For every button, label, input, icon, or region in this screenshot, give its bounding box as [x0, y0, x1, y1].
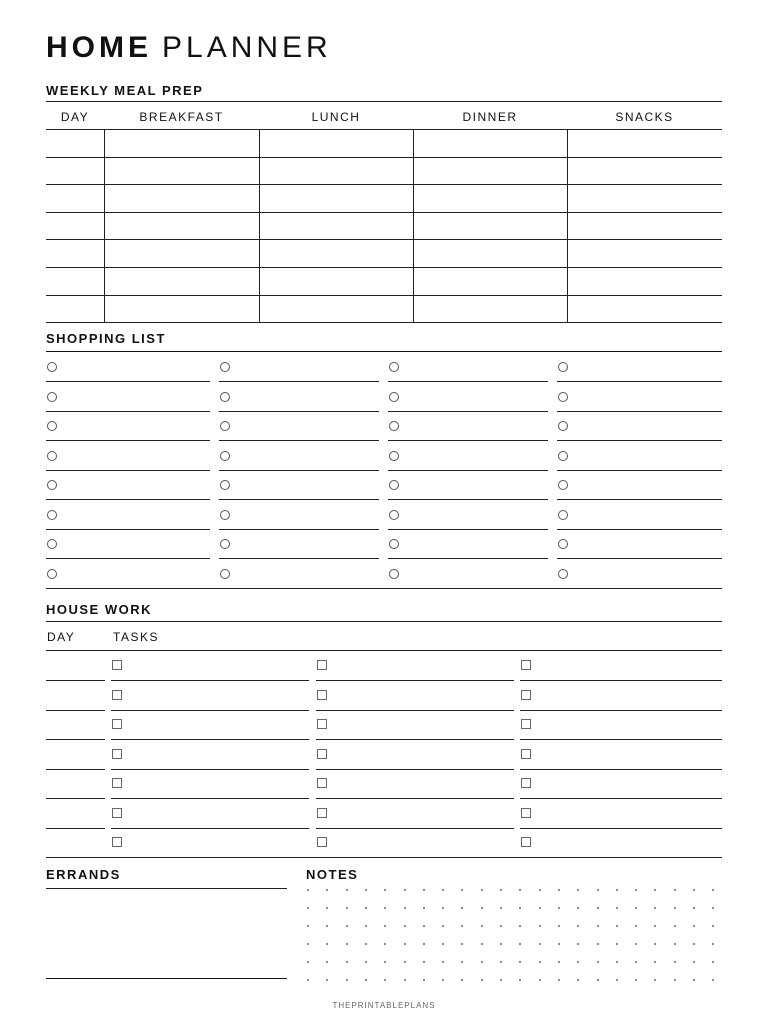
task-line [520, 828, 722, 829]
checkbox-circle-icon[interactable] [389, 362, 399, 372]
meal-cell[interactable] [46, 267, 104, 295]
checkbox-circle-icon[interactable] [389, 392, 399, 402]
shopping-item-line [388, 411, 548, 412]
title-bold: HOME [46, 31, 152, 64]
note-dot [635, 979, 637, 981]
meal-cell[interactable] [104, 212, 259, 240]
checkbox-icon[interactable] [521, 837, 531, 847]
checkbox-circle-icon[interactable] [47, 421, 57, 431]
shopping-item-line [219, 529, 379, 530]
note-dot [442, 889, 444, 891]
note-dot [558, 961, 560, 963]
shopping-item-line [388, 529, 548, 530]
house-work-heading: HOUSE WORK [46, 602, 152, 617]
note-dot [539, 961, 541, 963]
meal-cell[interactable] [46, 295, 104, 323]
note-dot [577, 943, 579, 945]
house-day-cell[interactable] [46, 769, 105, 799]
note-dot [674, 907, 676, 909]
note-dot [461, 889, 463, 891]
checkbox-circle-icon[interactable] [47, 392, 57, 402]
meal-cell[interactable] [104, 129, 259, 157]
meal-cell[interactable] [259, 239, 413, 267]
checkbox-circle-icon[interactable] [220, 569, 230, 579]
note-dot [635, 889, 637, 891]
footer-credit: THEPRINTABLEPLANS [332, 1001, 436, 1010]
shopping-item-line [388, 499, 548, 500]
task-line [520, 739, 722, 740]
note-dot [712, 961, 714, 963]
note-dot [635, 943, 637, 945]
checkbox-icon[interactable] [317, 660, 327, 670]
note-dot [326, 943, 328, 945]
note-dot [654, 961, 656, 963]
note-dot [423, 889, 425, 891]
checkbox-circle-icon[interactable] [220, 362, 230, 372]
checkbox-circle-icon[interactable] [389, 510, 399, 520]
checkbox-icon[interactable] [317, 690, 327, 700]
note-dot [461, 925, 463, 927]
note-dot [307, 961, 309, 963]
checkbox-icon[interactable] [317, 749, 327, 759]
note-dot [404, 979, 406, 981]
meal-cell[interactable] [46, 212, 104, 240]
meal-prep-heading: WEEKLY MEAL PREP [46, 83, 204, 98]
note-dot [481, 889, 483, 891]
shopping-item-line [46, 381, 210, 382]
note-dot [693, 961, 695, 963]
meal-cell[interactable] [104, 184, 259, 212]
shopping-item-line [219, 381, 379, 382]
shopping-item-line [557, 440, 722, 441]
note-dot [539, 979, 541, 981]
task-line [316, 739, 514, 740]
checkbox-icon[interactable] [317, 808, 327, 818]
note-dot [365, 961, 367, 963]
note-dot [326, 907, 328, 909]
note-dot [423, 943, 425, 945]
house-day-cell[interactable] [46, 798, 105, 828]
note-dot [307, 925, 309, 927]
checkbox-circle-icon[interactable] [389, 539, 399, 549]
meal-cell[interactable] [413, 157, 567, 185]
meal-col-breakfast: BREAKFAST [139, 110, 224, 124]
note-dot [442, 979, 444, 981]
meal-cell[interactable] [413, 184, 567, 212]
note-dot [346, 907, 348, 909]
note-dot [616, 925, 618, 927]
shopping-item-line [219, 558, 379, 559]
note-dot [616, 979, 618, 981]
house-day-cell[interactable] [46, 739, 105, 769]
checkbox-circle-icon[interactable] [47, 362, 57, 372]
note-dot [481, 943, 483, 945]
note-dot [712, 943, 714, 945]
shopping-item-line [388, 470, 548, 471]
note-dot [635, 961, 637, 963]
note-dot [539, 907, 541, 909]
checkbox-circle-icon[interactable] [558, 421, 568, 431]
note-dot [519, 889, 521, 891]
house-day-cell[interactable] [46, 651, 105, 681]
note-dot [346, 943, 348, 945]
note-dot [674, 889, 676, 891]
checkbox-icon[interactable] [521, 690, 531, 700]
note-dot [461, 961, 463, 963]
checkbox-icon[interactable] [521, 778, 531, 788]
task-line [111, 798, 309, 799]
shopping-item-line [557, 529, 722, 530]
checkbox-icon[interactable] [317, 778, 327, 788]
shopping-item-line [557, 558, 722, 559]
meal-cell[interactable] [567, 212, 722, 240]
house-header-rule [46, 650, 722, 651]
note-dot [597, 907, 599, 909]
note-dot [693, 925, 695, 927]
checkbox-circle-icon[interactable] [220, 539, 230, 549]
note-dot [442, 925, 444, 927]
note-dot [326, 979, 328, 981]
errands-bottom-rule [46, 978, 287, 979]
meal-cell[interactable] [413, 295, 567, 323]
task-line [316, 769, 514, 770]
checkbox-circle-icon[interactable] [389, 451, 399, 461]
note-dot [423, 925, 425, 927]
checkbox-circle-icon[interactable] [47, 539, 57, 549]
meal-cell[interactable] [413, 212, 567, 240]
note-dot [539, 889, 541, 891]
task-line [111, 828, 309, 829]
checkbox-circle-icon[interactable] [47, 451, 57, 461]
house-day-cell[interactable] [46, 828, 105, 858]
note-dot [404, 907, 406, 909]
checkbox-circle-icon[interactable] [389, 480, 399, 490]
meal-row-rule [46, 322, 722, 323]
note-dot [577, 979, 579, 981]
checkbox-circle-icon[interactable] [558, 392, 568, 402]
note-dot [461, 979, 463, 981]
checkbox-icon[interactable] [112, 719, 122, 729]
note-dot [654, 943, 656, 945]
errands-heading: ERRANDS [46, 867, 121, 882]
note-dot [558, 979, 560, 981]
page-title [46, 30, 332, 66]
meal-col-day: DAY [60, 110, 90, 124]
shopping-item-line [46, 440, 210, 441]
checkbox-circle-icon[interactable] [220, 480, 230, 490]
note-dot [577, 961, 579, 963]
note-dot [500, 925, 502, 927]
house-day-cell[interactable] [46, 710, 105, 740]
note-dot [423, 907, 425, 909]
checkbox-circle-icon[interactable] [389, 421, 399, 431]
shopping-bottom-rule [46, 588, 722, 589]
meal-col-dinner: DINNER [462, 110, 518, 124]
checkbox-circle-icon[interactable] [558, 539, 568, 549]
note-dot [365, 925, 367, 927]
checkbox-circle-icon[interactable] [558, 480, 568, 490]
checkbox-icon[interactable] [112, 690, 122, 700]
checkbox-circle-icon[interactable] [558, 362, 568, 372]
meal-cell[interactable] [104, 239, 259, 267]
checkbox-circle-icon[interactable] [220, 451, 230, 461]
meal-cell[interactable] [567, 267, 722, 295]
shopping-item-line [219, 499, 379, 500]
note-dot [712, 979, 714, 981]
note-dot [654, 979, 656, 981]
note-dot [500, 961, 502, 963]
checkbox-circle-icon[interactable] [389, 569, 399, 579]
meal-cell[interactable] [567, 295, 722, 323]
meal-cell[interactable] [104, 295, 259, 323]
meal-cell[interactable] [567, 239, 722, 267]
checkbox-icon[interactable] [112, 778, 122, 788]
note-dot [597, 925, 599, 927]
meal-cell[interactable] [567, 129, 722, 157]
meal-col-lunch: LUNCH [311, 110, 361, 124]
note-dot [442, 907, 444, 909]
shopping-item-line [388, 381, 548, 382]
shopping-item-line [219, 411, 379, 412]
shopping-item-line [557, 499, 722, 500]
note-dot [712, 889, 714, 891]
note-dot [616, 907, 618, 909]
meal-cell[interactable] [46, 239, 104, 267]
note-dot [404, 925, 406, 927]
checkbox-circle-icon[interactable] [47, 569, 57, 579]
note-dot [365, 889, 367, 891]
meal-cell[interactable] [46, 129, 104, 157]
note-dot [384, 943, 386, 945]
task-line [111, 680, 309, 681]
house-col-day: DAY [47, 630, 76, 644]
note-dot [693, 889, 695, 891]
checkbox-icon[interactable] [521, 660, 531, 670]
note-dot [558, 907, 560, 909]
meal-cell[interactable] [259, 295, 413, 323]
note-dot [442, 961, 444, 963]
task-line [316, 680, 514, 681]
task-line [316, 828, 514, 829]
checkbox-icon[interactable] [521, 719, 531, 729]
note-dot [384, 907, 386, 909]
task-line [520, 798, 722, 799]
meal-prep-top-rule [46, 101, 722, 102]
note-dot [558, 889, 560, 891]
checkbox-circle-icon[interactable] [220, 392, 230, 402]
note-dot [558, 925, 560, 927]
note-dot [384, 889, 386, 891]
shopping-item-line [46, 470, 210, 471]
shopping-item-line [46, 499, 210, 500]
note-dot [654, 907, 656, 909]
shopping-item-line [388, 440, 548, 441]
meal-cell[interactable] [413, 129, 567, 157]
note-dot [423, 961, 425, 963]
note-dot [519, 961, 521, 963]
checkbox-circle-icon[interactable] [558, 451, 568, 461]
note-dot [384, 925, 386, 927]
note-dot [539, 925, 541, 927]
note-dot [404, 961, 406, 963]
note-dot [577, 925, 579, 927]
note-dot [519, 907, 521, 909]
checkbox-icon[interactable] [521, 749, 531, 759]
task-line [111, 769, 309, 770]
shopping-item-line [388, 558, 548, 559]
meal-cell[interactable] [104, 157, 259, 185]
note-dot [307, 907, 309, 909]
note-dot [616, 961, 618, 963]
note-dot [500, 907, 502, 909]
note-dot [635, 907, 637, 909]
meal-cell[interactable] [567, 184, 722, 212]
note-dot [346, 979, 348, 981]
note-dot [539, 943, 541, 945]
task-line [111, 739, 309, 740]
note-dot [326, 961, 328, 963]
checkbox-icon[interactable] [317, 719, 327, 729]
note-dot [481, 979, 483, 981]
note-dot [500, 889, 502, 891]
checkbox-circle-icon[interactable] [47, 510, 57, 520]
note-dot [481, 961, 483, 963]
task-line [316, 710, 514, 711]
meal-cell[interactable] [567, 157, 722, 185]
note-dot [519, 925, 521, 927]
title-light: PLANNER [162, 31, 332, 64]
note-dot [500, 943, 502, 945]
shopping-top-rule [46, 351, 722, 352]
meal-cell[interactable] [259, 267, 413, 295]
note-dot [307, 979, 309, 981]
note-dot [519, 943, 521, 945]
task-line [520, 680, 722, 681]
note-dot [346, 925, 348, 927]
checkbox-circle-icon[interactable] [220, 421, 230, 431]
note-dot [519, 979, 521, 981]
note-dot [674, 925, 676, 927]
shopping-item-line [557, 381, 722, 382]
checkbox-icon[interactable] [112, 749, 122, 759]
shopping-item-line [219, 470, 379, 471]
note-dot [461, 943, 463, 945]
note-dot [442, 943, 444, 945]
meal-cell[interactable] [259, 157, 413, 185]
note-dot [384, 961, 386, 963]
note-dot [346, 961, 348, 963]
note-dot [577, 889, 579, 891]
meal-cell[interactable] [46, 157, 104, 185]
task-line [111, 710, 309, 711]
checkbox-circle-icon[interactable] [220, 510, 230, 520]
meal-col-snacks: SNACKS [615, 110, 674, 124]
note-dot [674, 979, 676, 981]
errands-top-rule [46, 888, 287, 889]
task-line [520, 710, 722, 711]
note-dot [307, 943, 309, 945]
note-dot [404, 943, 406, 945]
house-work-top-rule [46, 621, 722, 622]
house-day-cell[interactable] [46, 680, 105, 710]
note-dot [674, 961, 676, 963]
meal-cell[interactable] [104, 267, 259, 295]
note-dot [674, 943, 676, 945]
meal-cell[interactable] [259, 129, 413, 157]
checkbox-icon[interactable] [521, 808, 531, 818]
note-dot [635, 925, 637, 927]
note-dot [365, 979, 367, 981]
checkbox-circle-icon[interactable] [47, 480, 57, 490]
note-dot [693, 907, 695, 909]
note-dot [597, 889, 599, 891]
note-dot [481, 925, 483, 927]
shopping-item-line [557, 411, 722, 412]
note-dot [307, 889, 309, 891]
note-dot [481, 907, 483, 909]
house-col-tasks: TASKS [113, 630, 159, 644]
note-dot [365, 907, 367, 909]
note-dot [384, 979, 386, 981]
house-bottom-rule [46, 857, 722, 858]
shopping-item-line [557, 470, 722, 471]
shopping-item-line [46, 558, 210, 559]
task-line [316, 798, 514, 799]
note-dot [616, 943, 618, 945]
note-dot [326, 925, 328, 927]
note-dot [423, 979, 425, 981]
note-dot [616, 889, 618, 891]
checkbox-icon[interactable] [112, 808, 122, 818]
note-dot [693, 943, 695, 945]
note-dot [326, 889, 328, 891]
note-dot [654, 925, 656, 927]
note-dot [461, 907, 463, 909]
meal-cell[interactable] [413, 267, 567, 295]
task-line [520, 769, 722, 770]
note-dot [346, 889, 348, 891]
meal-cell[interactable] [259, 184, 413, 212]
note-dot [597, 961, 599, 963]
meal-cell[interactable] [46, 184, 104, 212]
note-dot [558, 943, 560, 945]
checkbox-circle-icon[interactable] [558, 569, 568, 579]
shopping-item-line [219, 440, 379, 441]
shopping-item-line [46, 529, 210, 530]
note-dot [712, 925, 714, 927]
note-dot [577, 907, 579, 909]
note-dot [654, 889, 656, 891]
checkbox-icon[interactable] [112, 837, 122, 847]
note-dot [404, 889, 406, 891]
note-dot [500, 979, 502, 981]
note-dot [597, 979, 599, 981]
checkbox-icon[interactable] [112, 660, 122, 670]
note-dot [712, 907, 714, 909]
meal-cell[interactable] [413, 239, 567, 267]
note-dot [365, 943, 367, 945]
checkbox-circle-icon[interactable] [558, 510, 568, 520]
meal-cell[interactable] [259, 212, 413, 240]
shopping-item-line [46, 411, 210, 412]
note-dot [693, 979, 695, 981]
notes-heading: NOTES [306, 867, 359, 882]
note-dot [597, 943, 599, 945]
shopping-heading: SHOPPING LIST [46, 331, 166, 346]
checkbox-icon[interactable] [317, 837, 327, 847]
